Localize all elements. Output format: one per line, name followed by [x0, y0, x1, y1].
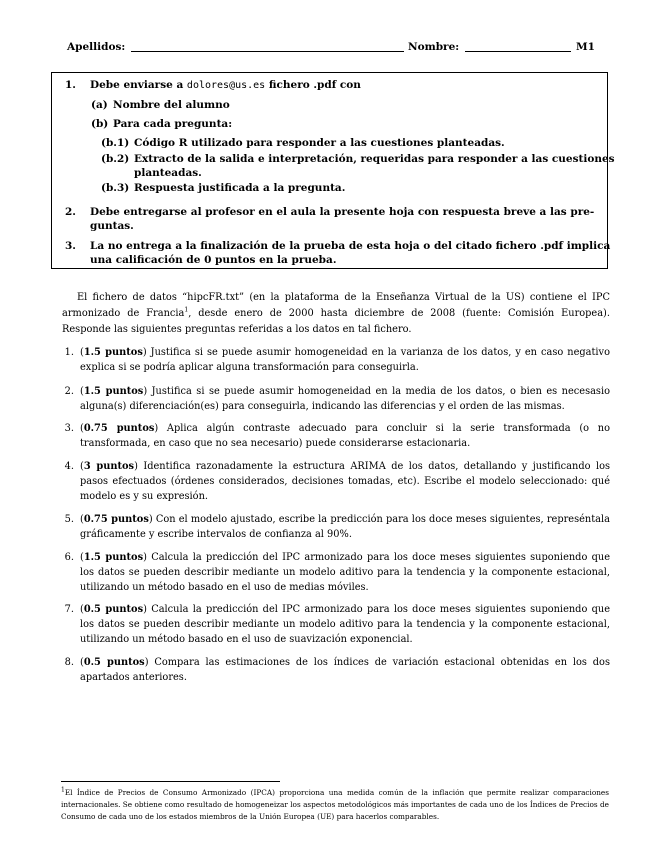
question-points: 1.5 puntos	[83, 386, 144, 397]
question-text: ) Identifica razonadamente la estructura ARIMA de los datos, detallando y justificando los pasos efectuados (órdenes considerados, decisiones tomadas, etc). Escribe el modelo seleccionado: qué modelo es y su expresión.	[80, 461, 610, 502]
footnote-ref[interactable]: 1	[184, 306, 189, 314]
question-points: 1.5 puntos	[83, 347, 143, 358]
question-points: 0.75 puntos	[83, 514, 149, 525]
instruction-b3-number: (b.3)	[101, 182, 130, 194]
instruction-1a-text: Nombre del alumno	[113, 99, 230, 111]
instruction-3-number: 3.	[65, 240, 76, 252]
name-field-line[interactable]	[465, 51, 571, 52]
footnote-rule	[61, 781, 280, 782]
instruction-b2-number: (b.2)	[101, 153, 130, 165]
question-7	[64, 602, 610, 647]
instruction-1-text: Debe enviarse a	[90, 79, 184, 91]
instruction-1-number: 1.	[65, 79, 76, 91]
instruction-3-line2: una calificación de 0 puntos en la prueba.	[90, 254, 337, 266]
instruction-b3-text: Respuesta justificada a la pregunta.	[134, 182, 346, 194]
paren: (	[80, 657, 84, 668]
footnote-text: El Índice de Precios de Consumo Armonizado (IPCA) proporciona una medida común de la inflación que permite realizar comparaciones internacionales. Se obtiene como resultado de homogeneizar los aspectos metodológicos más importantes de cada uno de los Índices de Precios de Consumo de cada uno de los estados miembros de la Unión Europea (UE) para hacerlos comparables.	[61, 788, 609, 821]
question-points: 0.5 puntos	[83, 657, 145, 668]
instruction-1b-number: (b)	[91, 118, 109, 130]
instruction-2-line1: Debe entregarse al profesor en el aula la presente hoja con respuesta breve a las pre-	[90, 206, 595, 218]
footnote	[61, 787, 609, 823]
intro-text-2: , desde enero de 2000 hasta diciembre de 2008 (fuente: Comisión Europea). Responde las siguientes preguntas referidas a los datos en tal fichero.	[62, 308, 610, 335]
paren: (	[80, 604, 84, 615]
question-5	[64, 512, 610, 542]
instruction-1-text-end: fichero .pdf con	[268, 79, 361, 91]
instruction-2-line2: guntas.	[90, 220, 134, 232]
instructions-box	[51, 72, 615, 269]
question-2	[64, 384, 610, 414]
intro-text-1: El fichero de datos “hipcFR.txt” (en la plataforma de la Enseñanza Virtual de la US) contiene el IPC armonizado de Francia	[62, 292, 610, 319]
instruction-1b-text: Para cada pregunta:	[113, 118, 233, 130]
question-number: 6.	[64, 552, 74, 563]
instruction-b1-text: Código R utilizado para responder a las cuestiones planteadas.	[134, 137, 505, 149]
question-points: 1.5 puntos	[83, 552, 144, 563]
name-label: Nombre:	[408, 41, 460, 53]
question-number: 3.	[64, 423, 74, 434]
question-text: ) Aplica algún contraste adecuado para concluir si la serie transformada (o no transformada, en caso que no sea necesario) puede considerarse estacionaria.	[80, 423, 610, 449]
question-number: 4.	[64, 461, 74, 472]
instruction-b2-line2: planteadas.	[134, 167, 202, 179]
paren: (	[80, 347, 84, 358]
question-text: ) Calcula la predicción del IPC armonizado para los doce meses siguientes suponiendo que los datos se pueden describir mediante un modelo aditivo para la tendencia y la componente estacional, utilizando un método basado en el uso de suavización exponencial.	[80, 604, 610, 645]
paren: (	[80, 514, 84, 525]
question-points: 0.75 puntos	[83, 423, 155, 434]
exam-header	[67, 41, 595, 57]
instruction-1a-number: (a)	[91, 99, 108, 111]
question-number: 8.	[64, 657, 74, 668]
paren: (	[80, 423, 84, 434]
question-1	[64, 345, 610, 375]
question-number: 2.	[64, 386, 74, 397]
instruction-b2-line1: Extracto de la salida e interpretación, requeridas para responder a las cuestiones	[134, 153, 615, 165]
question-3	[64, 421, 610, 451]
question-text: ) Justifica si se puede asumir homogeneidad en la varianza de los datos, y en caso negativo explica si se podría aplicar alguna transformación para conseguirla.	[80, 347, 610, 373]
question-6	[64, 550, 610, 595]
paren: (	[80, 461, 84, 472]
instruction-3-line1: La no entrega a la finalización de la prueba de esta hoja o del citado fichero .pdf implica	[90, 240, 611, 252]
question-number: 1.	[64, 347, 74, 358]
question-text: ) Justifica si se puede asumir homogeneidad en la media de los datos, o bien es necesasio alguna(s) diferenciación(es) para conseguirla, indicando las diferencias y el orden de las mismas.	[80, 386, 610, 412]
question-4	[64, 459, 610, 504]
question-text: ) Compara las estimaciones de los índices de variación estacional obtenidas en los dos apartados anteriores.	[80, 657, 610, 683]
exam-code: M1	[576, 41, 595, 53]
question-number: 7.	[64, 604, 74, 615]
question-points: 0.5 puntos	[83, 604, 144, 615]
question-8	[64, 655, 610, 685]
footnote-marker: 1	[61, 786, 65, 794]
question-number: 5.	[64, 514, 74, 525]
instruction-b1-number: (b.1)	[101, 137, 130, 149]
email-address: dolores@us.es	[186, 80, 266, 91]
paren: (	[80, 552, 84, 563]
surname-label: Apellidos:	[67, 41, 126, 53]
question-points: 3 puntos	[83, 461, 135, 472]
question-text: ) Con el modelo ajustado, escribe la predicción para los doce meses siguientes, represéntala gráficamente y escribe intervalos de confianza al 90%.	[80, 514, 610, 540]
surname-field-line[interactable]	[131, 51, 404, 52]
question-text: ) Calcula la predicción del IPC armonizado para los doce meses siguientes suponiendo que los datos se pueden describir mediante un modelo aditivo para la tendencia y la componente estacional, utilizando un método basado en el uso de medias móviles.	[80, 552, 610, 593]
instruction-2-number: 2.	[65, 206, 76, 218]
intro-paragraph	[62, 290, 610, 338]
paren: (	[80, 386, 84, 397]
